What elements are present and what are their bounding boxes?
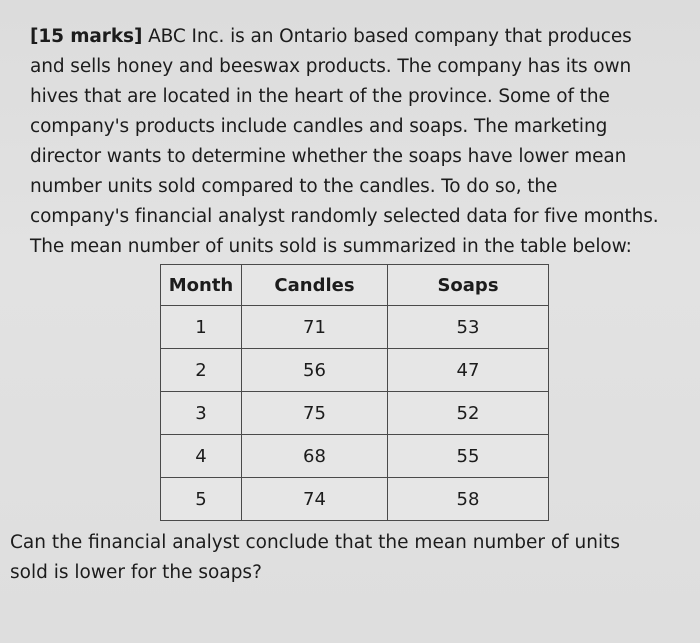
month-cell: 2: [161, 349, 242, 392]
candles-cell: 74: [242, 478, 388, 521]
candles-cell: 71: [242, 306, 388, 349]
table-header-row: [161, 265, 549, 306]
question-line-1: Can the financial analyst conclude that the mean number of units: [10, 532, 621, 553]
table-row: [161, 349, 549, 392]
marks-label: [15 marks]: [30, 26, 143, 47]
problem-line-3: hives that are located in the heart of the province. Some of the: [30, 86, 610, 107]
problem-statement: [30, 22, 690, 262]
problem-line-5: director wants to determine whether the soaps have lower mean: [30, 146, 627, 167]
table-row: [161, 306, 549, 349]
candles-cell: 56: [242, 349, 388, 392]
problem-line-2: and sells honey and beeswax products. The company has its own: [30, 56, 632, 77]
header-candles: Candles: [242, 265, 388, 306]
month-cell: 4: [161, 435, 242, 478]
problem-line-7: company's financial analyst randomly selected data for five months.: [30, 206, 659, 227]
question-text: [10, 528, 690, 588]
table-row: [161, 392, 549, 435]
month-cell: 5: [161, 478, 242, 521]
month-cell: 3: [161, 392, 242, 435]
soaps-cell: 58: [388, 478, 549, 521]
problem-line-6: number units sold compared to the candles. To do so, the: [30, 176, 558, 197]
table-row: [161, 435, 549, 478]
candles-cell: 75: [242, 392, 388, 435]
candles-cell: 68: [242, 435, 388, 478]
units-sold-table: [160, 264, 549, 521]
problem-line-8: The mean number of units sold is summarized in the table below:: [30, 236, 632, 257]
problem-text: ABC Inc. is an Ontario based company that produces: [142, 26, 632, 47]
problem-line-1: [30, 22, 690, 52]
problem-line-4: company's products include candles and soaps. The marketing: [30, 116, 608, 137]
soaps-cell: 55: [388, 435, 549, 478]
month-cell: 1: [161, 306, 242, 349]
table-row: [161, 478, 549, 521]
soaps-cell: 52: [388, 392, 549, 435]
soaps-cell: 47: [388, 349, 549, 392]
soaps-cell: 53: [388, 306, 549, 349]
header-month: Month: [161, 265, 242, 306]
question-line-2: sold is lower for the soaps?: [10, 562, 262, 583]
header-soaps: Soaps: [388, 265, 549, 306]
